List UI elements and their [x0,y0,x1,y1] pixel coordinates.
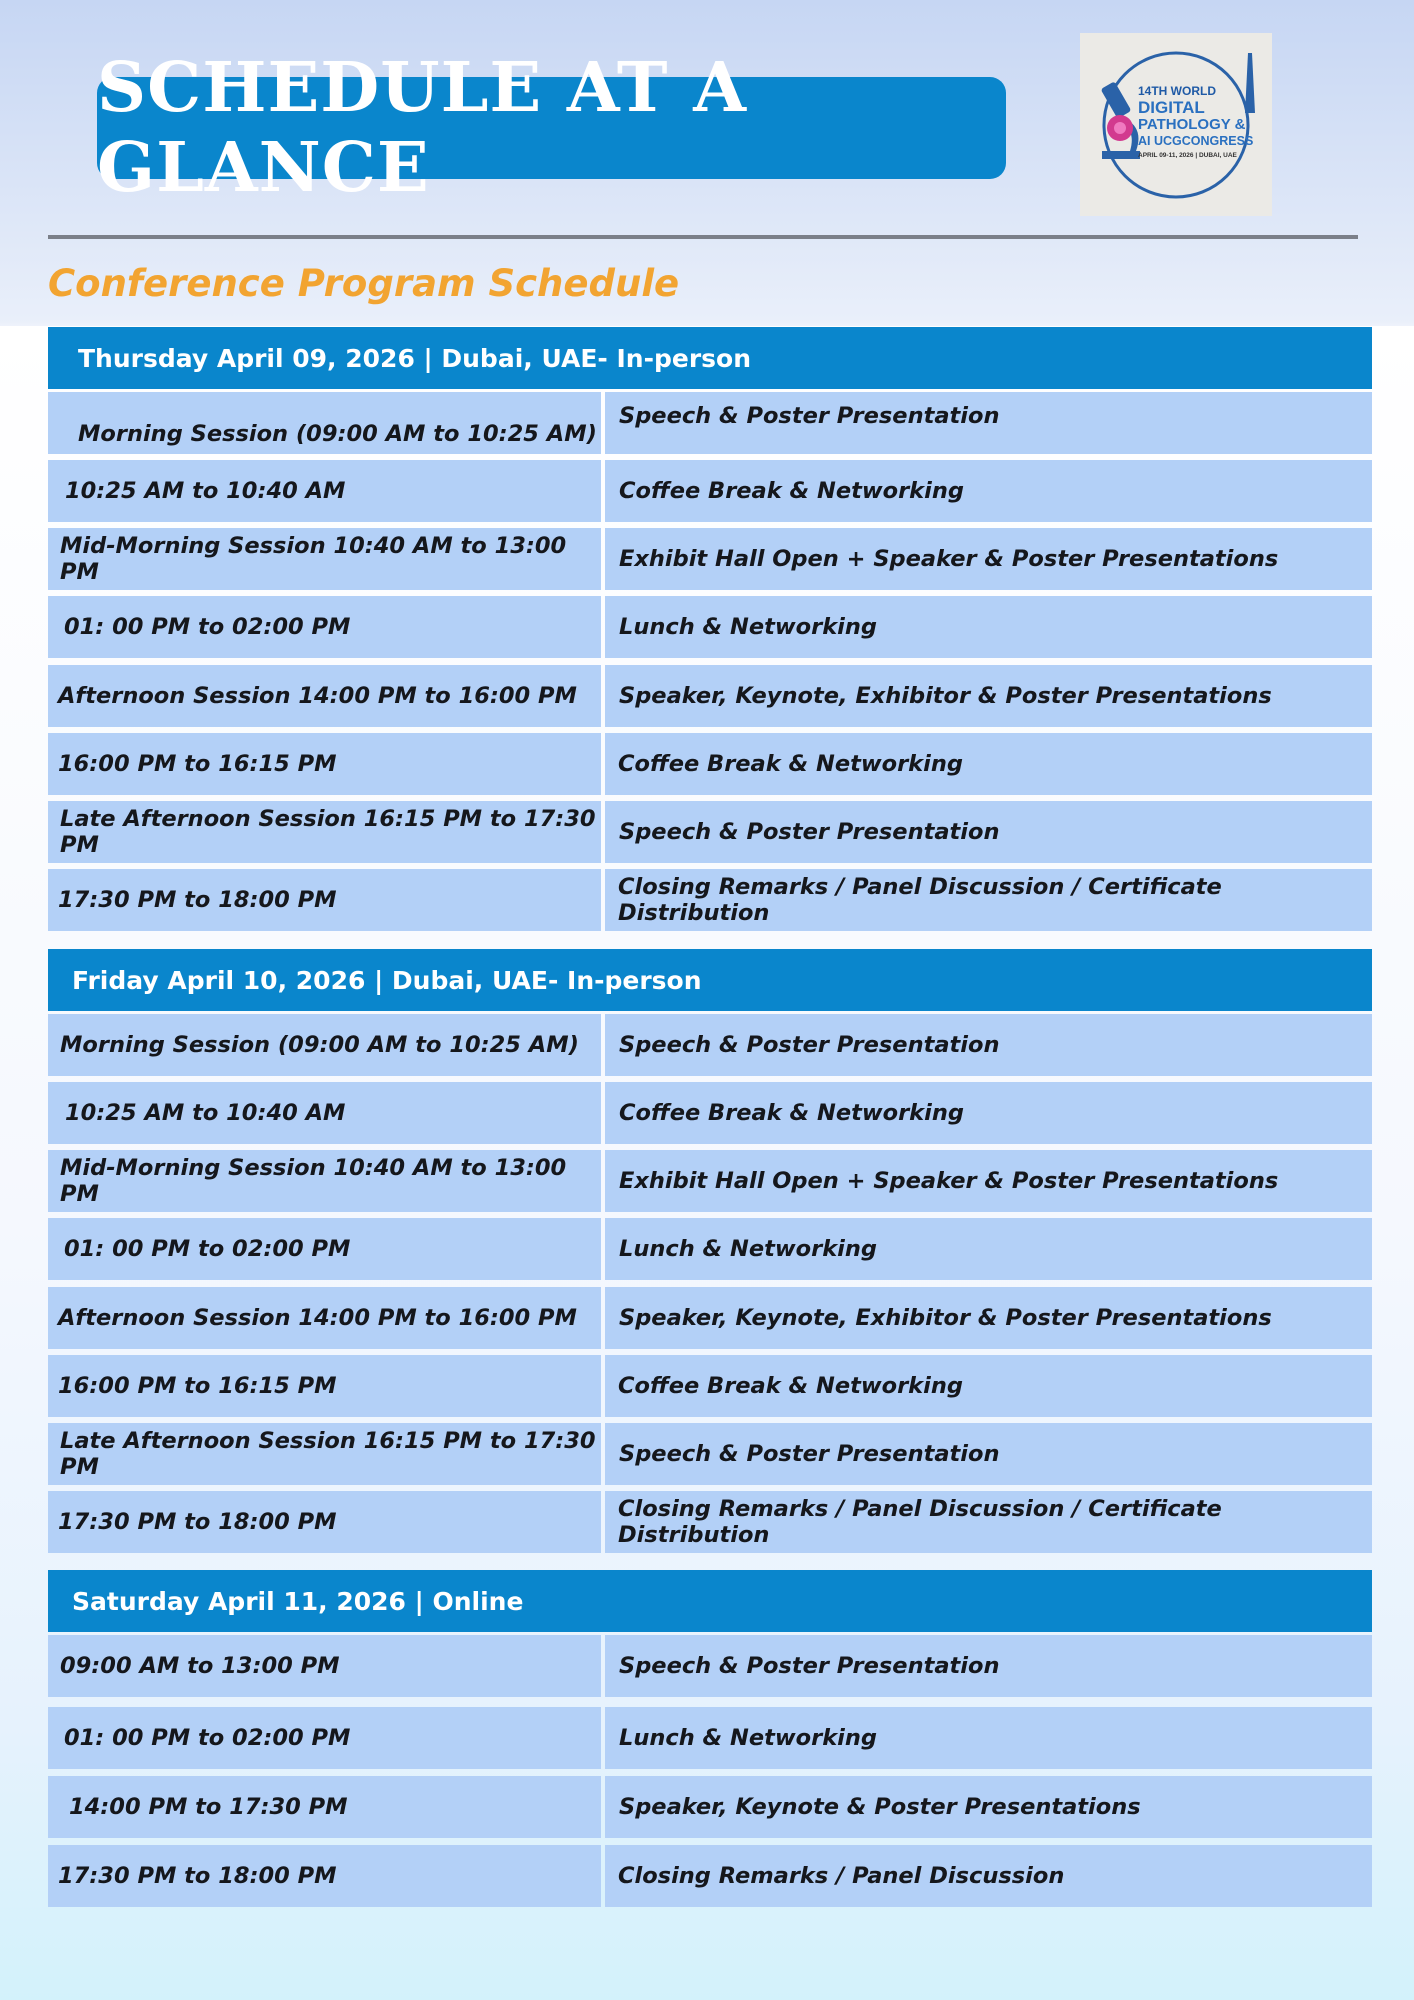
logo-line-5: APRIL 09-11, 2026 | DUBAI, UAE [1138,152,1237,159]
activity-cell: Coffee Break & Networking [605,733,1372,795]
table-row [48,1150,1372,1212]
table-row [48,1423,1372,1485]
time-cell: 16:00 PM to 16:15 PM [48,733,601,795]
time-cell: Late Afternoon Session 16:15 PM to 17:30 PM [48,801,601,863]
table-row [48,1845,1372,1907]
page-title: SCHEDULE AT A GLANCE [97,77,1006,179]
activity-cell: Coffee Break & Networking [605,460,1372,522]
time-cell: 17:30 PM to 18:00 PM [48,869,601,931]
time-cell: Morning Session (09:00 AM to 10:25 AM) [48,392,601,454]
time-cell: Morning Session (09:00 AM to 10:25 AM) [48,1014,601,1076]
time-cell: 10:25 AM to 10:40 AM [48,460,601,522]
table-row [48,1707,1372,1769]
time-cell: 01: 00 PM to 02:00 PM [48,1218,601,1280]
activity-cell: Exhibit Hall Open + Speaker & Poster Presentations [605,528,1372,590]
activity-cell: Coffee Break & Networking [605,1082,1372,1144]
table-row [48,392,1372,454]
activity-cell: Speech & Poster Presentation [605,392,1372,454]
logo-line-1: 14TH WORLD [1138,84,1216,98]
logo-line-4: AI UCGCONGRESS [1138,134,1254,148]
time-cell: 16:00 PM to 16:15 PM [48,1355,601,1417]
table-row [48,1218,1372,1280]
table-row [48,1014,1372,1076]
logo-line-2: DIGITAL [1138,98,1205,117]
activity-cell: Coffee Break & Networking [605,1355,1372,1417]
section-subtitle: Conference Program Schedule [48,262,680,305]
table-row [48,869,1372,931]
table-row [48,1355,1372,1417]
activity-cell: Exhibit Hall Open + Speaker & Poster Presentations [605,1150,1372,1212]
time-cell: Mid-Morning Session 10:40 AM to 13:00 PM [48,1150,601,1212]
time-cell: 17:30 PM to 18:00 PM [48,1845,601,1907]
activity-cell: Speaker, Keynote, Exhibitor & Poster Presentations [605,665,1372,727]
activity-cell: Closing Remarks / Panel Discussion / Certificate Distribution [605,869,1372,931]
time-cell: Afternoon Session 14:00 PM to 16:00 PM [48,1287,601,1349]
time-cell: Mid-Morning Session 10:40 AM to 13:00 PM [48,528,601,590]
activity-cell: Closing Remarks / Panel Discussion [605,1845,1372,1907]
time-cell: 14:00 PM to 17:30 PM [48,1776,601,1838]
time-cell: 09:00 AM to 13:00 PM [48,1635,601,1697]
time-cell: 01: 00 PM to 02:00 PM [48,1707,601,1769]
activity-cell: Speaker, Keynote & Poster Presentations [605,1776,1372,1838]
logo-line-3: PATHOLOGY & [1138,116,1246,133]
time-cell: Afternoon Session 14:00 PM to 16:00 PM [48,665,601,727]
time-cell: 17:30 PM to 18:00 PM [48,1491,601,1553]
time-cell: Late Afternoon Session 16:15 PM to 17:30 PM [48,1423,601,1485]
logo-graphic [1080,33,1272,216]
activity-cell: Speech & Poster Presentation [605,801,1372,863]
time-cell: 01: 00 PM to 02:00 PM [48,596,601,658]
table-row [48,1491,1372,1553]
activity-cell: Speech & Poster Presentation [605,1014,1372,1076]
activity-cell: Lunch & Networking [605,1707,1372,1769]
activity-cell: Speaker, Keynote, Exhibitor & Poster Presentations [605,1287,1372,1349]
table-row [48,528,1372,590]
activity-cell: Lunch & Networking [605,596,1372,658]
day-header-thursday: Thursday April 09, 2026 | Dubai, UAE- In-person [48,327,1372,389]
table-row [48,1082,1372,1144]
table-row [48,1635,1372,1697]
activity-cell: Lunch & Networking [605,1218,1372,1280]
table-row [48,1776,1372,1838]
table-row [48,1287,1372,1349]
table-row [48,665,1372,727]
congress-logo [1080,33,1272,216]
activity-cell: Speech & Poster Presentation [605,1423,1372,1485]
table-row [48,596,1372,658]
table-row [48,801,1372,863]
table-row [48,460,1372,522]
day-header-saturday: Saturday April 11, 2026 | Online [48,1570,1372,1632]
tower-icon [1245,53,1255,113]
header-divider [48,235,1358,239]
activity-cell: Speech & Poster Presentation [605,1635,1372,1697]
time-cell: 10:25 AM to 10:40 AM [48,1082,601,1144]
table-row [48,733,1372,795]
activity-cell: Closing Remarks / Panel Discussion / Certificate Distribution [605,1491,1372,1553]
day-header-friday: Friday April 10, 2026 | Dubai, UAE- In-person [48,949,1372,1011]
